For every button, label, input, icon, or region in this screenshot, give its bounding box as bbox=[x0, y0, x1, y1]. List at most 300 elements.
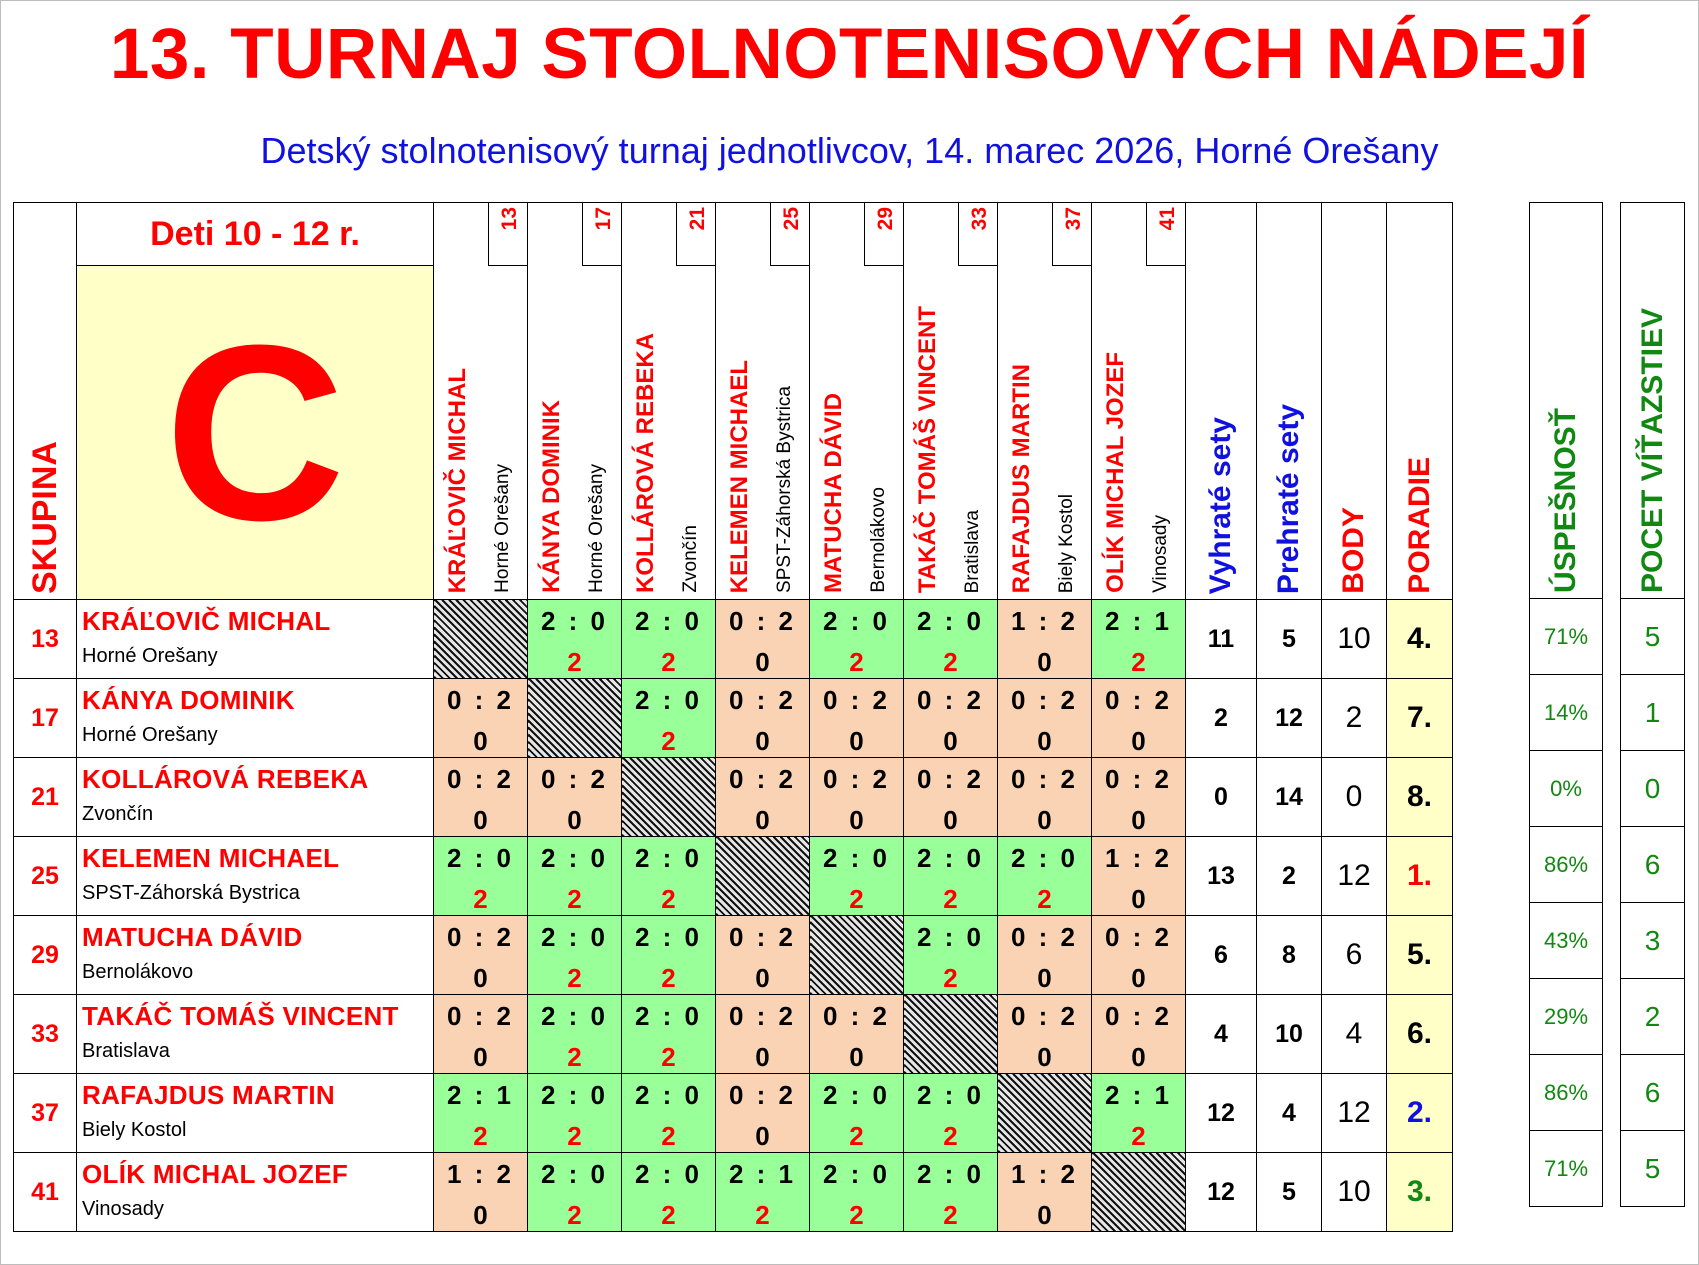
match-score: 2 : 0 bbox=[634, 1159, 703, 1189]
match-score: 2 : 0 bbox=[916, 922, 985, 952]
match-result-cell bbox=[904, 916, 998, 995]
match-points: 2 bbox=[849, 1121, 864, 1151]
points-value: 12 bbox=[1322, 1074, 1387, 1153]
self-match-cell bbox=[1092, 1153, 1186, 1232]
points-value: 4 bbox=[1322, 995, 1387, 1074]
row-player-cell bbox=[77, 758, 434, 837]
row-player-club: SPST-Záhorská Bystrica bbox=[82, 882, 300, 904]
group-letter: C bbox=[77, 266, 434, 600]
match-points: 2 bbox=[849, 884, 864, 914]
player-column-header bbox=[716, 203, 810, 600]
match-score: 0 : 2 bbox=[1104, 922, 1173, 952]
lost-sets-value: 12 bbox=[1257, 679, 1322, 758]
row-player-number: 37 bbox=[14, 1074, 77, 1153]
match-score: 2 : 0 bbox=[1010, 843, 1079, 873]
match-result-cell bbox=[434, 1074, 528, 1153]
match-points: 2 bbox=[567, 1200, 582, 1230]
points-value: 2 bbox=[1322, 679, 1387, 758]
match-score: 2 : 0 bbox=[822, 1080, 891, 1110]
group-label-cell bbox=[14, 203, 77, 600]
wins-value: 6 bbox=[1621, 1055, 1685, 1131]
column-number: 13 bbox=[498, 207, 521, 231]
match-result-cell bbox=[1092, 679, 1186, 758]
match-result-cell bbox=[622, 600, 716, 679]
match-result-cell bbox=[810, 1074, 904, 1153]
column-number-box bbox=[864, 203, 903, 266]
match-result-cell bbox=[528, 837, 622, 916]
wins-value: 2 bbox=[1621, 979, 1685, 1055]
rank-header-label: PORADIE bbox=[1402, 457, 1436, 594]
row-player-cell bbox=[77, 837, 434, 916]
row-player-number: 41 bbox=[14, 1153, 77, 1232]
column-player-name: KOLLÁROVÁ REBEKA bbox=[632, 332, 659, 593]
match-score: 0 : 2 bbox=[822, 1001, 891, 1031]
rank-value: 3. bbox=[1387, 1153, 1453, 1232]
group-label: SKUPINA bbox=[25, 440, 64, 594]
match-result-cell bbox=[716, 679, 810, 758]
match-result-cell bbox=[810, 1153, 904, 1232]
wins-value: 0 bbox=[1621, 751, 1685, 827]
column-player-club: SPST-Záhorská Bystrica bbox=[774, 386, 795, 593]
row-player-name: TAKÁČ TOMÁŠ VINCENT bbox=[82, 1001, 399, 1031]
match-points: 0 bbox=[473, 805, 488, 835]
success-value: 0% bbox=[1530, 751, 1603, 827]
match-score: 2 : 1 bbox=[1104, 1080, 1173, 1110]
self-match-cell bbox=[810, 916, 904, 995]
success-value: 71% bbox=[1530, 1131, 1603, 1207]
points-value: 12 bbox=[1322, 837, 1387, 916]
match-score: 2 : 0 bbox=[634, 1001, 703, 1031]
match-points: 2 bbox=[849, 1200, 864, 1230]
table-row bbox=[14, 600, 1453, 679]
match-score: 2 : 0 bbox=[822, 843, 891, 873]
row-player-name: KOLLÁROVÁ REBEKA bbox=[82, 764, 369, 794]
table-row bbox=[14, 837, 1453, 916]
match-result-cell bbox=[998, 758, 1092, 837]
column-number-box bbox=[488, 203, 527, 266]
match-points: 0 bbox=[1131, 884, 1146, 914]
match-result-cell bbox=[998, 916, 1092, 995]
match-score: 2 : 0 bbox=[822, 606, 891, 636]
match-points: 0 bbox=[849, 726, 864, 756]
column-number: 41 bbox=[1156, 207, 1179, 231]
self-match-cell bbox=[622, 758, 716, 837]
column-player-club: Bratislava bbox=[962, 509, 983, 593]
success-value: 14% bbox=[1530, 675, 1603, 751]
row-player-cell bbox=[77, 679, 434, 758]
match-points: 2 bbox=[567, 647, 582, 677]
success-header bbox=[1530, 203, 1603, 599]
match-result-cell bbox=[528, 1074, 622, 1153]
table-row bbox=[14, 1074, 1453, 1153]
row-player-number: 13 bbox=[14, 600, 77, 679]
player-column-header bbox=[998, 203, 1092, 600]
player-column-header bbox=[434, 203, 528, 600]
success-value: 86% bbox=[1530, 827, 1603, 903]
column-player-name: RAFAJDUS MARTIN bbox=[1008, 363, 1035, 593]
match-score: 2 : 0 bbox=[540, 922, 609, 952]
match-result-cell bbox=[716, 1074, 810, 1153]
player-column-header bbox=[1092, 203, 1186, 600]
match-points: 0 bbox=[1037, 647, 1052, 677]
match-points: 2 bbox=[661, 1200, 676, 1230]
match-points: 0 bbox=[473, 1200, 488, 1230]
match-result-cell bbox=[622, 1153, 716, 1232]
match-points: 2 bbox=[943, 963, 958, 993]
self-match-cell bbox=[998, 1074, 1092, 1153]
match-points: 2 bbox=[943, 884, 958, 914]
lost-sets-header bbox=[1257, 203, 1322, 600]
lost-sets-value: 5 bbox=[1257, 600, 1322, 679]
match-score: 0 : 2 bbox=[728, 922, 797, 952]
match-points: 0 bbox=[1037, 963, 1052, 993]
column-player-name: TAKÁČ TOMÁŠ VINCENT bbox=[914, 305, 941, 593]
match-result-cell bbox=[434, 679, 528, 758]
match-points: 0 bbox=[755, 963, 770, 993]
row-player-name: MATUCHA DÁVID bbox=[82, 922, 303, 952]
won-sets-value: 0 bbox=[1186, 758, 1257, 837]
row-player-club: Vinosady bbox=[82, 1198, 164, 1220]
match-score: 0 : 2 bbox=[446, 1001, 515, 1031]
match-result-cell bbox=[904, 837, 998, 916]
row-player-number: 33 bbox=[14, 995, 77, 1074]
match-result-cell bbox=[622, 916, 716, 995]
row-player-name: KÁNYA DOMINIK bbox=[82, 685, 295, 715]
match-result-cell bbox=[904, 1153, 998, 1232]
row-player-name: KELEMEN MICHAEL bbox=[82, 843, 340, 873]
wins-value: 5 bbox=[1621, 1131, 1685, 1207]
match-score: 0 : 2 bbox=[1010, 922, 1079, 952]
row-player-name: RAFAJDUS MARTIN bbox=[82, 1080, 335, 1110]
match-points: 2 bbox=[1131, 647, 1146, 677]
match-points: 2 bbox=[661, 647, 676, 677]
match-score: 2 : 0 bbox=[446, 843, 515, 873]
match-score: 2 : 0 bbox=[634, 685, 703, 715]
success-header-label: ÚSPEŠNOSŤ bbox=[1549, 407, 1582, 593]
column-player-club: Zvončín bbox=[680, 525, 701, 593]
row-player-number: 17 bbox=[14, 679, 77, 758]
match-score: 0 : 2 bbox=[540, 764, 609, 794]
match-score: 0 : 2 bbox=[1104, 685, 1173, 715]
points-header-label: BODY bbox=[1337, 507, 1370, 594]
match-result-cell bbox=[904, 1074, 998, 1153]
row-player-number: 21 bbox=[14, 758, 77, 837]
match-result-cell bbox=[1092, 916, 1186, 995]
lost-sets-value: 14 bbox=[1257, 758, 1322, 837]
won-sets-header bbox=[1186, 203, 1257, 600]
match-score: 0 : 2 bbox=[1104, 1001, 1173, 1031]
match-result-cell bbox=[622, 1074, 716, 1153]
column-player-club: Horné Orešany bbox=[586, 464, 607, 593]
match-result-cell bbox=[810, 837, 904, 916]
row-player-cell bbox=[77, 600, 434, 679]
lost-sets-value: 4 bbox=[1257, 1074, 1322, 1153]
match-points: 0 bbox=[755, 1121, 770, 1151]
self-match-cell bbox=[528, 679, 622, 758]
page-title: 13. TURNAJ STOLNOTENISOVÝCH NÁDEJÍ bbox=[109, 15, 1590, 94]
match-result-cell bbox=[528, 1153, 622, 1232]
self-match-cell bbox=[434, 600, 528, 679]
match-points: 2 bbox=[1037, 884, 1052, 914]
won-sets-value: 4 bbox=[1186, 995, 1257, 1074]
match-points: 0 bbox=[1037, 1200, 1052, 1230]
lost-sets-value: 10 bbox=[1257, 995, 1322, 1074]
points-value: 10 bbox=[1322, 1153, 1387, 1232]
row-player-cell bbox=[77, 1074, 434, 1153]
match-result-cell bbox=[998, 1153, 1092, 1232]
match-score: 2 : 0 bbox=[916, 1080, 985, 1110]
match-points: 2 bbox=[943, 1121, 958, 1151]
points-value: 10 bbox=[1322, 600, 1387, 679]
match-result-cell bbox=[998, 995, 1092, 1074]
match-points: 2 bbox=[661, 726, 676, 756]
match-score: 0 : 2 bbox=[916, 685, 985, 715]
success-value: 86% bbox=[1530, 1055, 1603, 1131]
match-points: 2 bbox=[567, 1121, 582, 1151]
match-points: 0 bbox=[1037, 726, 1052, 756]
match-points: 2 bbox=[661, 884, 676, 914]
table-row bbox=[14, 758, 1453, 837]
player-column-header bbox=[622, 203, 716, 600]
match-score: 2 : 0 bbox=[634, 922, 703, 952]
match-result-cell bbox=[810, 995, 904, 1074]
match-points: 0 bbox=[943, 726, 958, 756]
rank-header bbox=[1387, 203, 1453, 600]
match-points: 2 bbox=[567, 963, 582, 993]
column-player-club: Vinosady bbox=[1150, 515, 1171, 593]
success-table bbox=[1529, 202, 1603, 1207]
row-player-number: 25 bbox=[14, 837, 77, 916]
match-score: 0 : 2 bbox=[1010, 764, 1079, 794]
match-result-cell bbox=[1092, 758, 1186, 837]
points-value: 0 bbox=[1322, 758, 1387, 837]
match-points: 2 bbox=[755, 1200, 770, 1230]
match-score: 2 : 0 bbox=[540, 1080, 609, 1110]
lost-sets-value: 8 bbox=[1257, 916, 1322, 995]
column-number: 33 bbox=[968, 207, 991, 231]
row-player-club: Bernolákovo bbox=[82, 961, 194, 983]
points-value: 6 bbox=[1322, 916, 1387, 995]
match-score: 0 : 2 bbox=[446, 922, 515, 952]
match-result-cell bbox=[528, 600, 622, 679]
match-score: 2 : 0 bbox=[916, 843, 985, 873]
column-player-club: Horné Orešany bbox=[492, 464, 513, 593]
column-number: 21 bbox=[686, 207, 709, 231]
match-result-cell bbox=[904, 679, 998, 758]
row-player-club: Horné Orešany bbox=[82, 645, 218, 667]
player-column-header bbox=[904, 203, 998, 600]
match-score: 1 : 2 bbox=[1104, 843, 1173, 873]
match-result-cell bbox=[1092, 995, 1186, 1074]
match-score: 2 : 0 bbox=[540, 843, 609, 873]
self-match-cell bbox=[716, 837, 810, 916]
won-sets-value: 6 bbox=[1186, 916, 1257, 995]
match-result-cell bbox=[716, 995, 810, 1074]
match-points: 0 bbox=[1131, 805, 1146, 835]
match-score: 2 : 0 bbox=[540, 1159, 609, 1189]
match-result-cell bbox=[716, 600, 810, 679]
match-score: 1 : 2 bbox=[1010, 606, 1079, 636]
row-player-club: Zvončín bbox=[82, 803, 154, 825]
row-player-number: 29 bbox=[14, 916, 77, 995]
column-player-name: MATUCHA DÁVID bbox=[820, 393, 847, 593]
match-result-cell bbox=[716, 1153, 810, 1232]
match-points: 2 bbox=[661, 1042, 676, 1072]
match-points: 2 bbox=[661, 1121, 676, 1151]
match-score: 0 : 2 bbox=[446, 764, 515, 794]
success-value: 43% bbox=[1530, 903, 1603, 979]
match-points: 2 bbox=[849, 647, 864, 677]
lost-sets-value: 5 bbox=[1257, 1153, 1322, 1232]
column-player-name: KÁNYA DOMINIK bbox=[538, 400, 565, 593]
match-points: 0 bbox=[1037, 1042, 1052, 1072]
match-result-cell bbox=[1092, 837, 1186, 916]
rank-value: 8. bbox=[1387, 758, 1453, 837]
wins-header-label: POCET VÍŤAZSTIEV bbox=[1635, 307, 1669, 593]
match-points: 0 bbox=[849, 805, 864, 835]
match-score: 1 : 2 bbox=[446, 1159, 515, 1189]
wins-header bbox=[1621, 203, 1685, 599]
lost-sets-value: 2 bbox=[1257, 837, 1322, 916]
match-points: 2 bbox=[567, 884, 582, 914]
match-result-cell bbox=[434, 758, 528, 837]
match-points: 0 bbox=[1131, 726, 1146, 756]
match-points: 0 bbox=[943, 805, 958, 835]
match-score: 0 : 2 bbox=[822, 685, 891, 715]
match-score: 1 : 2 bbox=[1010, 1159, 1079, 1189]
row-player-club: Bratislava bbox=[82, 1040, 170, 1062]
match-score: 0 : 2 bbox=[728, 1001, 797, 1031]
match-points: 2 bbox=[943, 1200, 958, 1230]
column-number: 29 bbox=[874, 207, 897, 231]
match-points: 2 bbox=[661, 963, 676, 993]
wins-value: 3 bbox=[1621, 903, 1685, 979]
match-score: 2 : 1 bbox=[446, 1080, 515, 1110]
won-sets-value: 12 bbox=[1186, 1153, 1257, 1232]
match-score: 2 : 0 bbox=[634, 843, 703, 873]
rank-value: 1. bbox=[1387, 837, 1453, 916]
row-player-cell bbox=[77, 995, 434, 1074]
match-score: 2 : 0 bbox=[634, 606, 703, 636]
column-number-box bbox=[1052, 203, 1091, 266]
match-points: 2 bbox=[943, 647, 958, 677]
lost-sets-header-label: Prehraté sety bbox=[1272, 403, 1305, 594]
match-result-cell bbox=[1092, 1074, 1186, 1153]
rank-value: 7. bbox=[1387, 679, 1453, 758]
match-result-cell bbox=[998, 837, 1092, 916]
match-result-cell bbox=[904, 758, 998, 837]
match-result-cell bbox=[528, 916, 622, 995]
match-result-cell bbox=[998, 600, 1092, 679]
table-row bbox=[14, 679, 1453, 758]
match-result-cell bbox=[810, 758, 904, 837]
match-score: 0 : 2 bbox=[728, 764, 797, 794]
column-number-box bbox=[676, 203, 715, 266]
rank-value: 4. bbox=[1387, 600, 1453, 679]
match-result-cell bbox=[716, 916, 810, 995]
column-number: 37 bbox=[1062, 207, 1085, 231]
self-match-cell bbox=[904, 995, 998, 1074]
match-points: 2 bbox=[567, 1042, 582, 1072]
column-number-box bbox=[958, 203, 997, 266]
match-result-cell bbox=[810, 600, 904, 679]
row-player-name: OLÍK MICHAL JOZEF bbox=[82, 1159, 349, 1189]
match-score: 0 : 2 bbox=[1104, 764, 1173, 794]
match-result-cell bbox=[998, 679, 1092, 758]
column-player-name: KELEMEN MICHAEL bbox=[726, 359, 753, 593]
match-points: 0 bbox=[473, 963, 488, 993]
match-points: 0 bbox=[849, 1042, 864, 1072]
match-points: 0 bbox=[755, 647, 770, 677]
rank-value: 2. bbox=[1387, 1074, 1453, 1153]
success-value: 29% bbox=[1530, 979, 1603, 1055]
match-points: 0 bbox=[1131, 1042, 1146, 1072]
match-points: 0 bbox=[473, 726, 488, 756]
match-points: 0 bbox=[755, 805, 770, 835]
match-score: 0 : 2 bbox=[728, 1080, 797, 1110]
match-points: 0 bbox=[1037, 805, 1052, 835]
match-result-cell bbox=[1092, 600, 1186, 679]
match-score: 0 : 2 bbox=[1010, 685, 1079, 715]
match-score: 2 : 0 bbox=[634, 1080, 703, 1110]
match-score: 0 : 2 bbox=[916, 764, 985, 794]
match-score: 0 : 2 bbox=[728, 606, 797, 636]
table-row bbox=[14, 995, 1453, 1074]
match-points: 2 bbox=[1131, 1121, 1146, 1151]
match-result-cell bbox=[434, 916, 528, 995]
match-points: 0 bbox=[755, 1042, 770, 1072]
row-player-club: Biely Kostol bbox=[82, 1119, 187, 1141]
player-column-header bbox=[528, 203, 622, 600]
row-player-name: KRÁĽOVIČ MICHAL bbox=[82, 606, 331, 636]
won-sets-value: 13 bbox=[1186, 837, 1257, 916]
match-result-cell bbox=[434, 995, 528, 1074]
success-value: 71% bbox=[1530, 599, 1603, 675]
match-points: 0 bbox=[567, 805, 582, 835]
match-score: 2 : 0 bbox=[540, 1001, 609, 1031]
column-player-name: KRÁĽOVIČ MICHAL bbox=[444, 367, 471, 593]
group-table bbox=[13, 202, 1453, 1232]
match-result-cell bbox=[622, 837, 716, 916]
match-result-cell bbox=[622, 995, 716, 1074]
column-number-box bbox=[582, 203, 621, 266]
wins-table bbox=[1620, 202, 1685, 1207]
match-points: 0 bbox=[755, 726, 770, 756]
row-player-club: Horné Orešany bbox=[82, 724, 218, 746]
match-result-cell bbox=[434, 837, 528, 916]
match-result-cell bbox=[810, 679, 904, 758]
match-score: 2 : 0 bbox=[916, 1159, 985, 1189]
match-score: 2 : 0 bbox=[822, 1159, 891, 1189]
column-number: 17 bbox=[592, 207, 615, 231]
row-player-cell bbox=[77, 1153, 434, 1232]
column-number-box bbox=[770, 203, 809, 266]
wins-value: 5 bbox=[1621, 599, 1685, 675]
match-score: 0 : 2 bbox=[822, 764, 891, 794]
match-result-cell bbox=[528, 995, 622, 1074]
table-row bbox=[14, 1153, 1453, 1232]
player-column-header bbox=[810, 203, 904, 600]
page-subtitle: Detský stolnotenisový turnaj jednotlivcov, 14. marec 2026, Horné Orešany bbox=[260, 130, 1439, 171]
match-points: 2 bbox=[473, 884, 488, 914]
match-score: 0 : 2 bbox=[728, 685, 797, 715]
column-number-box bbox=[1146, 203, 1185, 266]
won-sets-header-label: Vyhraté sety bbox=[1204, 416, 1237, 594]
match-score: 0 : 2 bbox=[1010, 1001, 1079, 1031]
match-score: 2 : 1 bbox=[1104, 606, 1173, 636]
category-label: Deti 10 - 12 r. bbox=[77, 203, 434, 266]
column-player-club: Bernolákovo bbox=[868, 487, 889, 593]
